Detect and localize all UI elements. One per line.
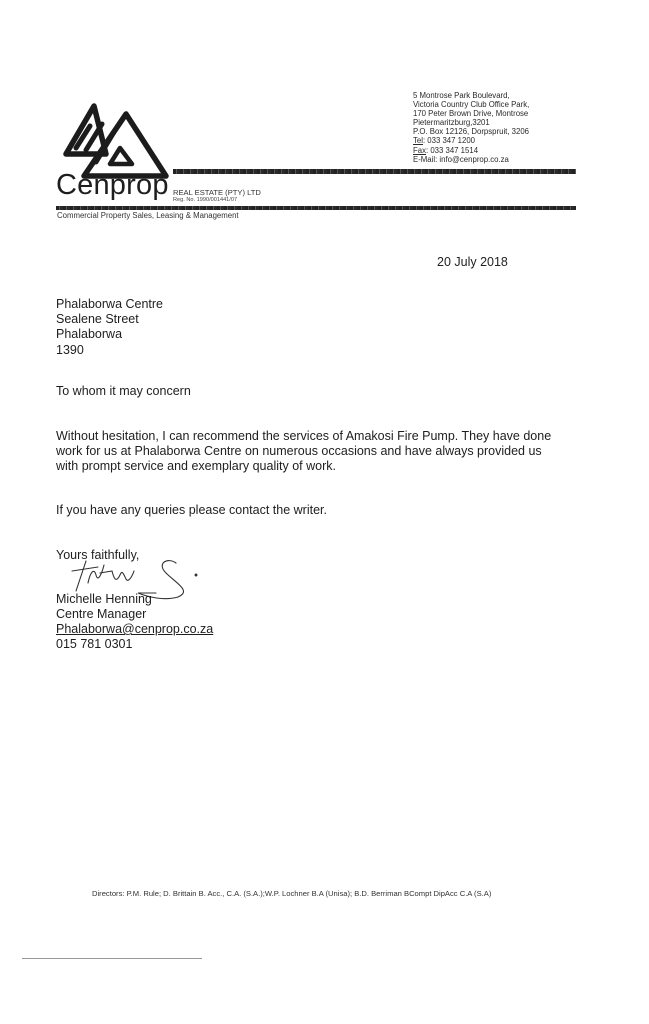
signatory-email-link[interactable]: Phalaborwa@cenprop.co.za xyxy=(56,622,214,636)
company-tagline: Commercial Property Sales, Leasing & Management xyxy=(57,211,239,220)
company-address xyxy=(413,91,529,164)
company-email: E-Mail: info@cenprop.co.za xyxy=(413,154,509,164)
recipient-line: Phalaborwa xyxy=(56,327,123,342)
address-line: Pietermaritzburg,3201 xyxy=(413,118,490,128)
letter-date: 20 July 2018 xyxy=(437,255,508,269)
recipient-address xyxy=(56,297,163,358)
paragraph-line: work for us at Phalaborwa Centre on numerous occasions and have always provided us xyxy=(56,444,542,459)
closing: Yours faithfully, xyxy=(56,548,140,562)
signatory-phone: 015 781 0301 xyxy=(56,637,133,651)
signatory-title: Centre Manager xyxy=(56,607,147,621)
address-line: P.O. Box 12126, Dorpspruit, 3206 xyxy=(413,127,530,137)
header-rule-top xyxy=(173,169,576,174)
fax-label: Fax xyxy=(413,145,426,155)
brand-name: Cenprop xyxy=(56,169,169,201)
paragraph-line: Without hesitation, I can recommend the services of Amakosi Fire Pump. They have done xyxy=(56,429,552,443)
recipient-line: Phalaborwa Centre xyxy=(56,297,164,311)
tel-label: Tel xyxy=(413,136,423,146)
paragraph-line: with prompt service and exemplary quality of work. xyxy=(56,459,336,474)
fax-value: : 033 347 1514 xyxy=(426,145,479,155)
directors-footer: Directors: P.M. Rule; D. Brittain B. Acc., C.A. (S.A.);W.P. Lochner B.A (Unisa); B.D. Berriman BCompt DipAcc C.A (S.A) xyxy=(92,889,492,898)
address-line: 5 Montrose Park Boulevard, xyxy=(413,91,510,100)
address-line: 170 Peter Brown Drive, Montrose xyxy=(413,109,529,119)
signatory-name: Michelle Henning xyxy=(56,592,152,606)
company-type: REAL ESTATE (PTY) LTD xyxy=(173,188,261,197)
recipient-line: Sealene Street xyxy=(56,312,139,327)
tel-value: : 033 347 1200 xyxy=(422,136,475,146)
recipient-line: 1390 xyxy=(56,342,84,357)
registration-number: Reg. No. 1990/001441/07 xyxy=(173,197,238,203)
address-line: Victoria Country Club Office Park, xyxy=(413,100,530,110)
footer-rule xyxy=(22,958,202,959)
fax-line xyxy=(413,146,529,155)
recommendation-paragraph xyxy=(56,429,616,475)
contact-paragraph: If you have any queries please contact the writer. xyxy=(56,503,327,517)
header-rule-bottom xyxy=(56,206,576,210)
salutation: To whom it may concern xyxy=(56,384,191,398)
telephone-line xyxy=(413,136,529,145)
